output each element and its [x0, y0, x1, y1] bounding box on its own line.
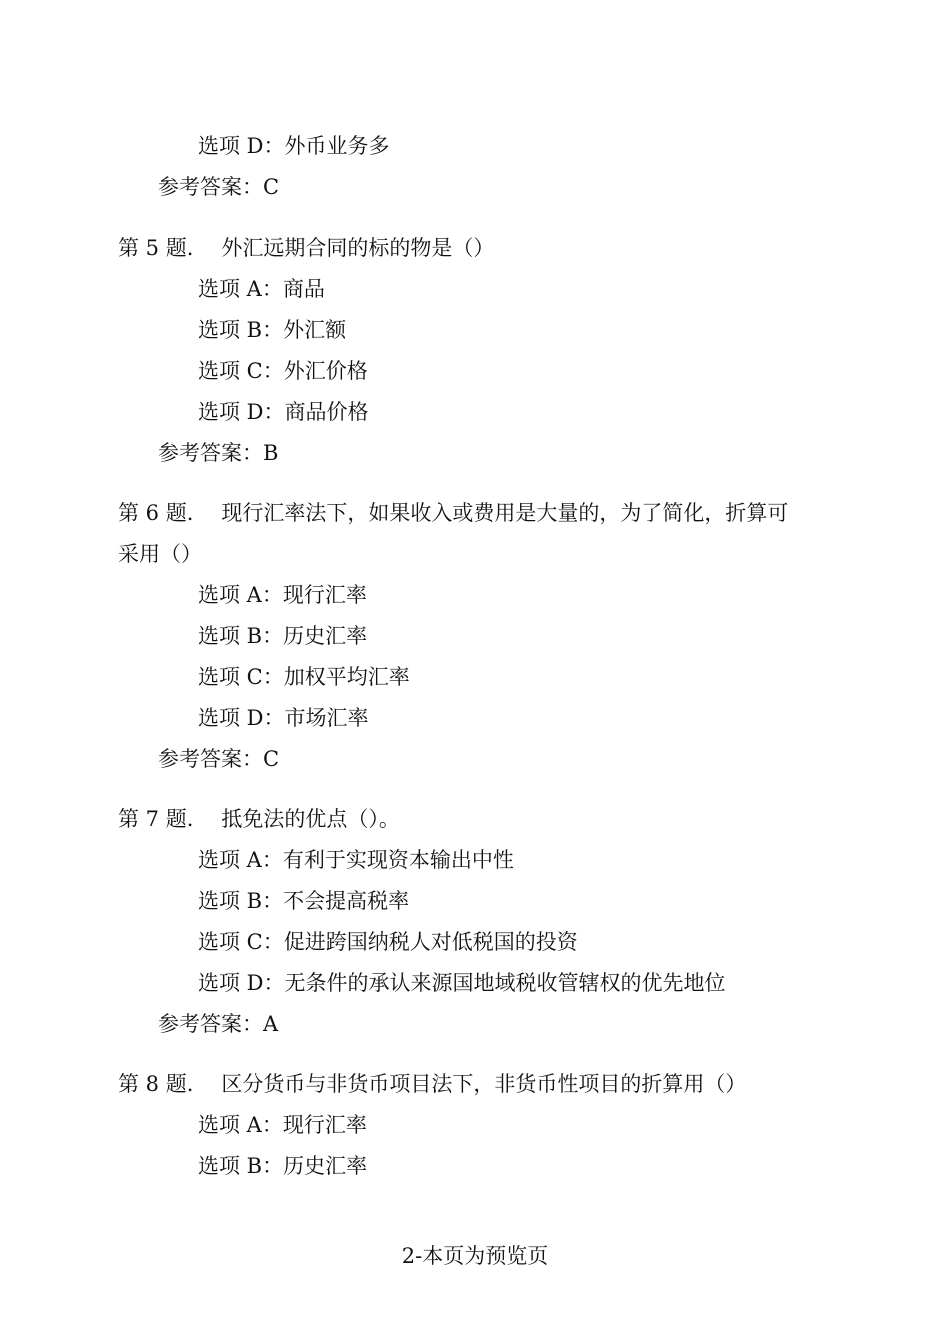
- option-text: 选项 D：外币业务多: [198, 134, 390, 158]
- question-text: 外汇远期合同的标的物是（）: [221, 236, 495, 260]
- option-text: 选项 B：不会提高税率: [198, 889, 410, 913]
- option-text: 选项 B：外汇额: [198, 318, 347, 342]
- question-8: [118, 1074, 746, 1095]
- question-number: 第 5 题.: [118, 236, 194, 260]
- option-text: 选项 D：商品价格: [198, 400, 369, 424]
- option-text: 选项 A：有利于实现资本输出中性: [198, 848, 514, 872]
- question-text-continued: 采用（）: [118, 542, 202, 566]
- question-5: [118, 238, 494, 259]
- answer-text: 参考答案：C: [158, 747, 280, 771]
- answer-text: 参考答案：A: [158, 1012, 279, 1036]
- option-text: 选项 C：外汇价格: [198, 359, 368, 383]
- option-text: 选项 A：现行汇率: [198, 1113, 367, 1137]
- option-text: 选项 B：历史汇率: [198, 624, 368, 648]
- option-text: 选项 D：无条件的承认来源国地域税收管辖权的优先地位: [198, 971, 726, 995]
- question-6: [118, 503, 788, 524]
- question-text: 区分货币与非货币项目法下，非货币性项目的折算用（）: [221, 1072, 747, 1096]
- question-number: 第 7 题.: [118, 807, 194, 831]
- question-text: 现行汇率法下，如果收入或费用是大量的，为了简化，折算可: [221, 501, 789, 525]
- option-text: 选项 D：市场汇率: [198, 706, 369, 730]
- option-text: 选项 B：历史汇率: [198, 1154, 368, 1178]
- option-text: 选项 A：现行汇率: [198, 583, 367, 607]
- page-footer: 2-本页为预览页: [401, 1244, 549, 1268]
- option-text: 选项 A：商品: [198, 277, 325, 301]
- question-number: 第 8 题.: [118, 1072, 194, 1096]
- option-text: 选项 C：促进跨国纳税人对低税国的投资: [198, 930, 578, 954]
- answer-text: 参考答案：C: [158, 175, 280, 199]
- question-text: 抵免法的优点（）。: [221, 807, 400, 831]
- option-text: 选项 C：加权平均汇率: [198, 665, 410, 689]
- answer-text: 参考答案：B: [158, 441, 279, 465]
- question-7: [118, 809, 400, 830]
- question-number: 第 6 题.: [118, 501, 194, 525]
